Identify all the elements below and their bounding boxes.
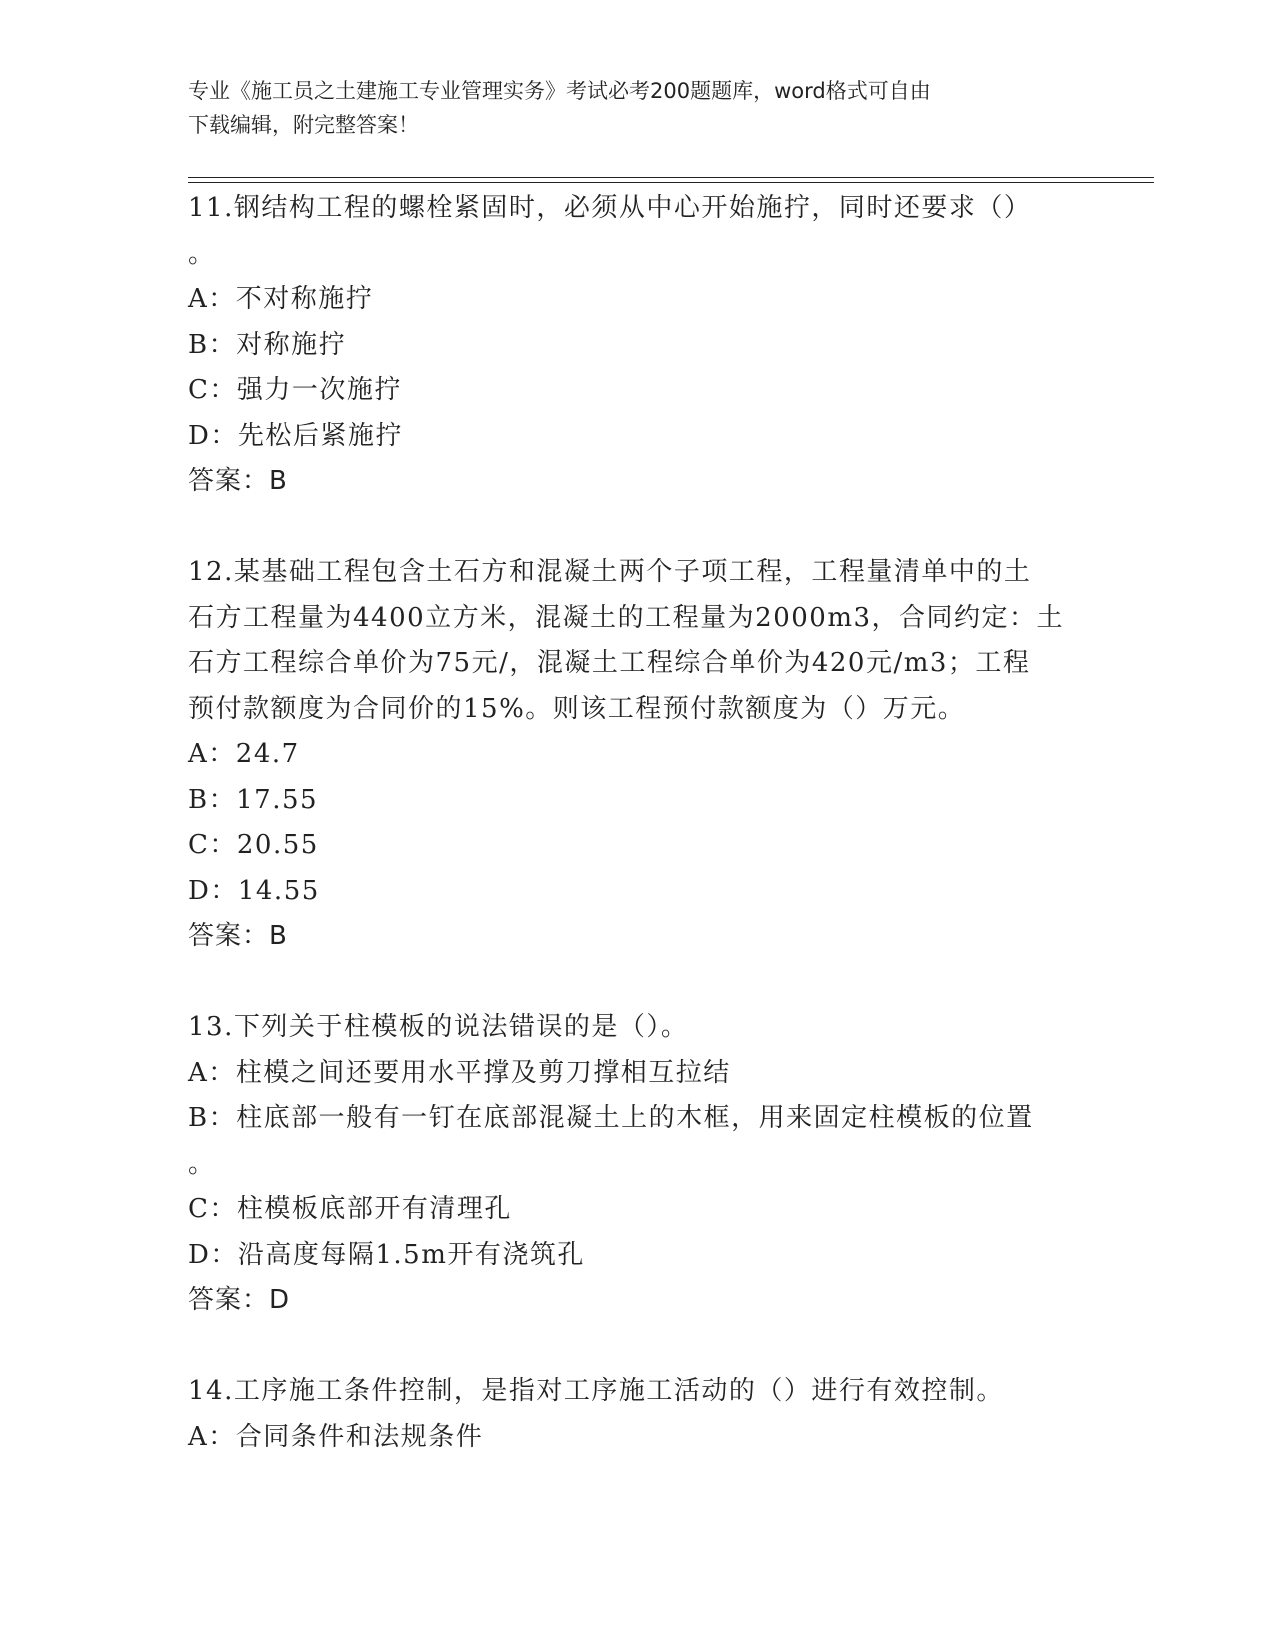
question-list [188,186,1088,1460]
question-14-stem-line-1: 14.工序施工条件控制，是指对工序施工活动的（）进行有效控制。 [188,1376,1004,1406]
question-12-stem-line-2: 石方工程量为4400立方米，混凝土的工程量为2000m3，合同约定：土 [188,602,1065,633]
question-11-answer: 答案：B [188,466,288,496]
question-13-answer: 答案：D [188,1285,291,1315]
question-12-answer: 答案：B [188,921,288,951]
question-11-option-b: B：对称施拧 [188,329,347,360]
question-11-stem-line-2: 。 [188,238,216,269]
question-11-option-a: A：不对称施拧 [188,284,374,314]
question-13-option-a: A：柱模之间还要用水平撑及剪刀撑相互拉结 [188,1057,731,1088]
question-12-option-a: A：24.7 [188,739,300,769]
question-13-option-b: B：柱底部一般有一钉在底部混凝土上的木框，用来固定柱模板的位置 [188,1103,1034,1133]
question-12-stem-line-4: 预付款额度为合同价的15%。则该工程预付款额度为（）万元。 [188,693,966,724]
question-13-option-b-continuation: 。 [188,1148,216,1179]
question-14-option-a: A：合同条件和法规条件 [188,1421,484,1452]
question-spacer [188,505,1088,551]
question-12-stem-line-1: 12.某基础工程包含土石方和混凝土两个子项工程，工程量清单中的土 [188,557,1032,587]
question-13 [188,1005,1088,1324]
header-divider-bottom [188,182,1154,183]
question-spacer [188,960,1088,1006]
question-14 [188,1369,1088,1460]
question-13-option-c: C：柱模板底部开有清理孔 [188,1194,512,1224]
question-12-option-c: C：20.55 [188,830,319,860]
question-spacer [188,1324,1088,1370]
question-11 [188,186,1088,505]
question-12 [188,550,1088,960]
question-11-option-c: C：强力一次施拧 [188,375,402,405]
question-11-option-d: D：先松后紧施拧 [188,420,403,451]
question-13-stem-line-1: 13.下列关于柱模板的说法错误的是（）。 [188,1012,689,1042]
header-line-1: 专业《施工员之土建施工专业管理实务》考试必考200题题库，word格式可自由 [188,79,931,103]
header-divider-top [188,177,1154,178]
header-line-2: 下载编辑，附完整答案！ [188,113,419,137]
question-12-option-d: D：14.55 [188,875,320,906]
document-header [188,74,1068,142]
question-12-stem-line-3: 石方工程综合单价为75元/，混凝土工程综合单价为420元/m3；工程 [188,648,1031,678]
question-11-stem-line-1: 11.钢结构工程的螺栓紧固时，必须从中心开始施拧，同时还要求（） [188,193,1032,223]
question-13-option-d: D：沿高度每隔1.5m开有浇筑孔 [188,1239,585,1270]
question-12-option-b: B：17.55 [188,784,319,815]
